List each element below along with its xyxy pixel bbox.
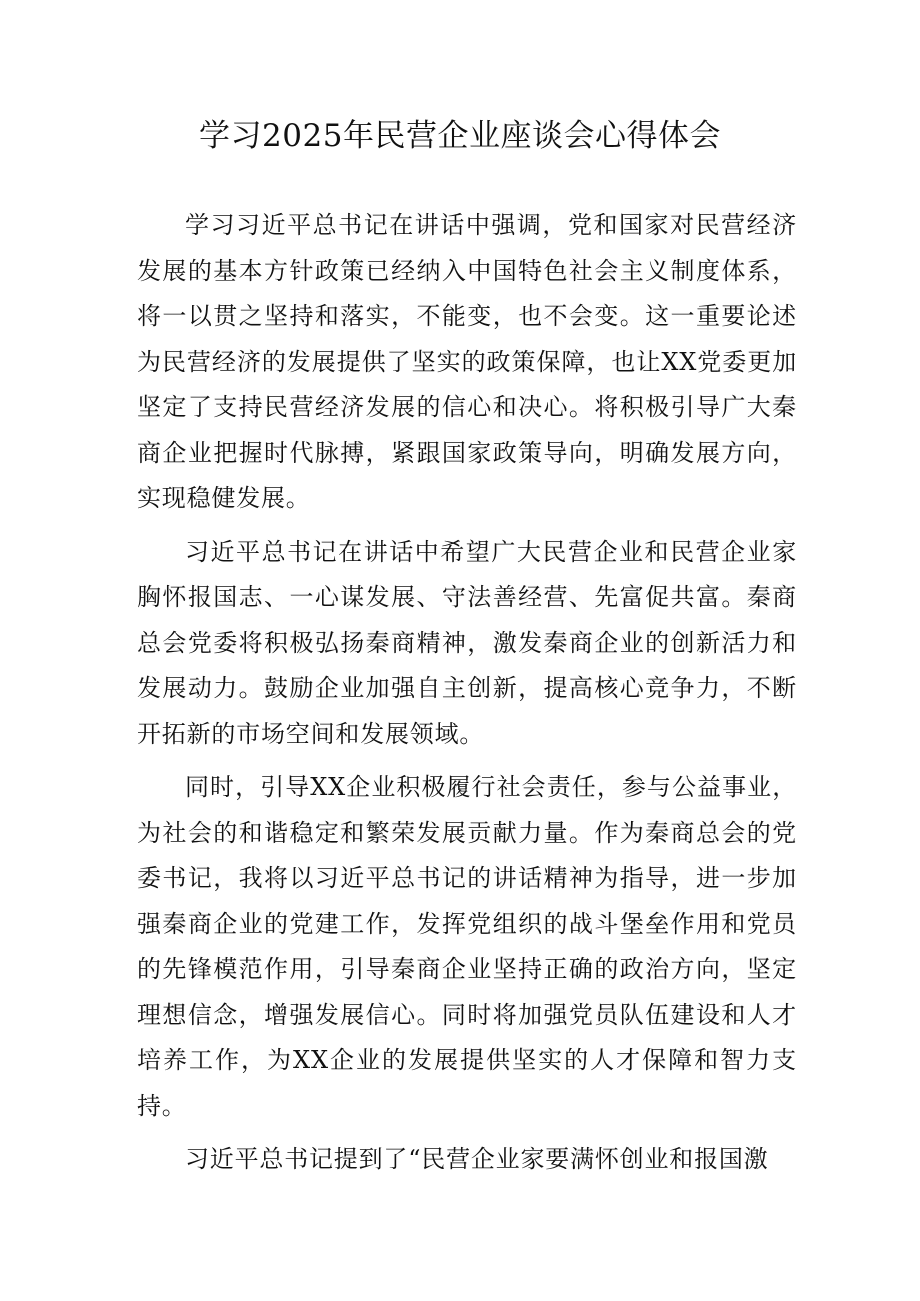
body-paragraph-1: 学习习近平总书记在讲话中强调，党和国家对民营经济发展的基本方针政策已经纳入中国特色社会主义制度体系，将一以贯之坚持和落实，不能变，也不会变。这一重要论述为民营经济的发展提供了坚实的政策保障，也让XX党委更加坚定了支持民营经济发展的信心和决心。将积极引导广大秦商企业把握时代脉搏，紧跟国家政策导向，明确发展方向，实现稳健发展。 xyxy=(137,211,797,512)
body-paragraph-4: 习近平总书记提到了“民营企业家要满怀创业和报国激 xyxy=(185,1145,769,1173)
body-paragraph-3: 同时，引导XX企业积极履行社会责任，参与公益事业，为社会的和谐稳定和繁荣发展贡献力量。作为秦商总会的党委书记，我将以习近平总书记的讲话精神为指导，进一步加强秦商企业的党建工作，发挥党组织的战斗堡垒作用和党员的先锋模范作用，引导秦商企业坚持正确的政治方向，坚定理想信念，增强发展信心。同时将加强党员队伍建设和人才培养工作，为XX企业的发展提供坚实的人才保障和智力支持。 xyxy=(137,773,797,1120)
document-body xyxy=(137,203,797,1191)
document-title: 学习2025年民营企业座谈会心得体会 xyxy=(199,118,721,154)
body-paragraph-2: 习近平总书记在讲话中希望广大民营企业和民营企业家胸怀报国志、一心谋发展、守法善经营、先富促共富。秦商总会党委将积极弘扬秦商精神，激发秦商企业的创新活力和发展动力。鼓励企业加强自主创新，提高核心竞争力，不断开拓新的市场空间和发展领域。 xyxy=(137,537,797,748)
